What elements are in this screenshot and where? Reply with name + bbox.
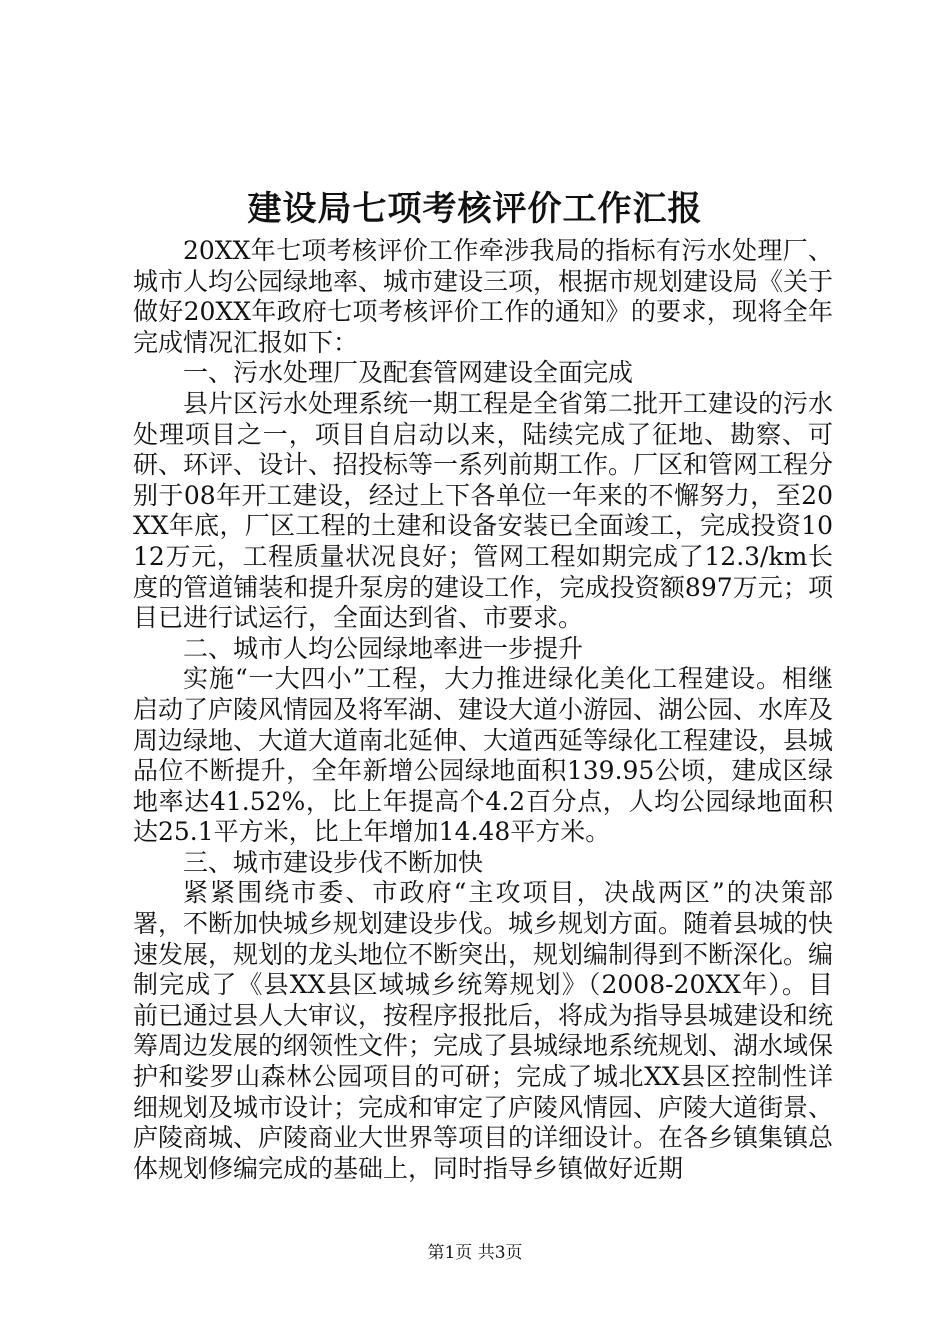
section-heading-sewage-plant: 一、污水处理厂及配套管网建设全面完成 <box>183 358 634 388</box>
page-number-footer: 第1页 共3页 <box>427 1243 523 1263</box>
sewage-plant-paragraph: 县片区污水处理系统一期工程是全省第二批开工建设的污水处理项目之一，项目自启动以来，陆续完成了征地、勘察、可研、环评、设计、招投标等一系列前期工作。厂区和管网工程分别于08年开工建设，经过上下各单位一年来的不懈努力，至20XX年底，厂区工程的土建和设备安装已全面竣工，完成投资1012万元，工程质量状况良好；管网工程如期完成了12.3/km长度的管道铺装和提升泵房的建设工作，完成投资额897万元；项目已进行试运行，全面达到省、市要求。 <box>133 388 834 633</box>
green-space-paragraph: 实施“一大四小”工程，大力推进绿化美化工程建设。相继启动了庐陵风情园及将军湖、建设大道小游园、湖公园、水库及周边绿地、大道大道南北延伸、大道西延等绿化工程建设，县城品位不断提升，全年新增公园绿地面积139.95公顷，建成区绿地率达41.52%，比上年提高个4.2百分点，人均公园绿地面积达25.1平方米，比上年增加14.48平方米。 <box>133 664 834 847</box>
intro-paragraph: 20XX年七项考核评价工作牵涉我局的指标有污水处理厂、城市人均公园绿地率、城市建设三项，根据市规划建设局《关于做好20XX年政府七项考核评价工作的通知》的要求，现将全年完成情况汇报如下： <box>133 236 834 357</box>
section-heading-urban-construction: 三、城市建设步伐不断加快 <box>183 847 484 877</box>
urban-construction-paragraph: 紧紧围绕市委、市政府“主攻项目，决战两区”的决策部署，不断加快城乡规划建设步伐。城乡规划方面。随着县城的快速发展，规划的龙头地位不断突出，规划编制得到不断深化。编制完成了《县XX县区域城乡统筹规划》（2008-20XX年）。目前已通过县人大审议，按程序报批后，将成为指导县城建设和统筹周边发展的纲领性文件；完成了县城绿地系统规划、湖水域保护和娑罗山森林公园项目的可研；完成了城北XX县区控制性详细规划及城市设计；完成和审定了庐陵风情园、庐陵大道街景、庐陵商城、庐陵商业大世界等项目的详细设计。在各乡镇集镇总体规划修编完成的基础上，同时指导乡镇做好近期 <box>133 878 834 1183</box>
section-heading-green-space: 二、城市人均公园绿地率进一步提升 <box>183 633 584 663</box>
document-title: 建设局七项考核评价工作汇报 <box>247 189 703 229</box>
document-body <box>133 236 833 1184</box>
